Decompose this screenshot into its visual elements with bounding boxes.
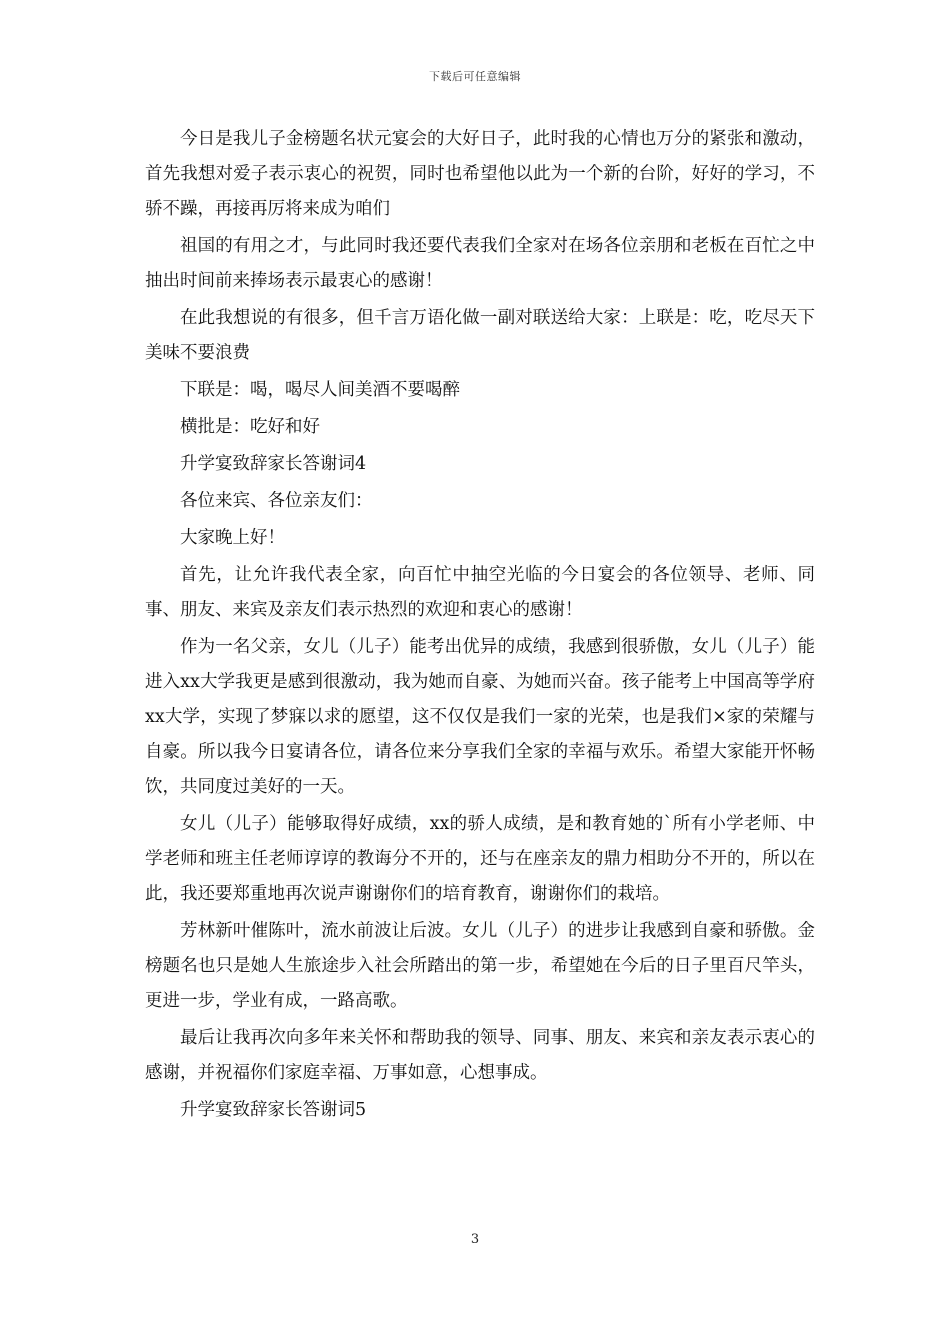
greeting: 大家晚上好！	[180, 528, 285, 548]
paragraph: 最后让我再次向多年来关怀和帮助我的领导、同事、朋友、来宾和亲友表示衷心的感谢，并祝福你们家庭幸福、万事如意，心想事成。	[145, 1028, 815, 1083]
paragraph: 芳林新叶催陈叶，流水前波让后波。女儿（儿子）的进步让我感到自豪和骄傲。金榜题名也只是她人生旅途步入社会所踏出的第一步，希望她在今后的日子里百尺竿头，更进一步，学业有成，一路高歌。	[145, 921, 815, 1011]
paragraph: 今日是我儿子金榜题名状元宴会的大好日子，此时我的心情也万分的紧张和激动，首先我想对爱子表示衷心的祝贺，同时也希望他以此为一个新的台阶，好好的学习，不骄不躁，再接再厉将来成为咱们	[145, 129, 815, 219]
paragraph: 作为一名父亲，女儿（儿子）能考出优异的成绩，我感到很骄傲，女儿（儿子）能进入xx大学我更是感到很激动，我为她而自豪、为她而兴奋。孩子能考上中国高等学府xx大学，实现了梦寐以求的愿望，这不仅仅是我们一家的光荣，也是我们×家的荣耀与自豪。所以我今日宴请各位，请各位来分享我们全家的幸福与欢乐。希望大家能开怀畅饮，共同度过美好的一天。	[145, 637, 815, 797]
paragraph: 下联是：喝，喝尽人间美酒不要喝醉	[180, 380, 460, 400]
salutation: 各位来宾、各位亲友们：	[180, 491, 373, 511]
paragraph: 横批是：吃好和好	[180, 417, 320, 437]
document-body	[145, 122, 815, 1130]
page-number: 3	[470, 1232, 480, 1247]
section-heading: 升学宴致辞家长答谢词4	[180, 454, 367, 474]
paragraph: 在此我想说的有很多，但千言万语化做一副对联送给大家：上联是：吃，吃尽天下美味不要浪费	[145, 308, 815, 363]
paragraph: 首先，让允许我代表全家，向百忙中抽空光临的今日宴会的各位领导、老师、同事、朋友、来宾及亲友们表示热烈的欢迎和衷心的感谢！	[145, 565, 815, 620]
section-heading: 升学宴致辞家长答谢词5	[180, 1100, 367, 1120]
page-header-note: 下载后可任意编辑	[429, 70, 521, 83]
paragraph: 女儿（儿子）能够取得好成绩，xx的骄人成绩，是和教育她的`所有小学老师、中学老师和班主任老师谆谆的教诲分不开的，还与在座亲友的鼎力相助分不开的，所以在此，我还要郑重地再次说声谢谢你们的培育教育，谢谢你们的栽培。	[145, 814, 815, 904]
paragraph: 祖国的有用之才，与此同时我还要代表我们全家对在场各位亲朋和老板在百忙之中抽出时间前来捧场表示最衷心的感谢！	[145, 236, 815, 291]
